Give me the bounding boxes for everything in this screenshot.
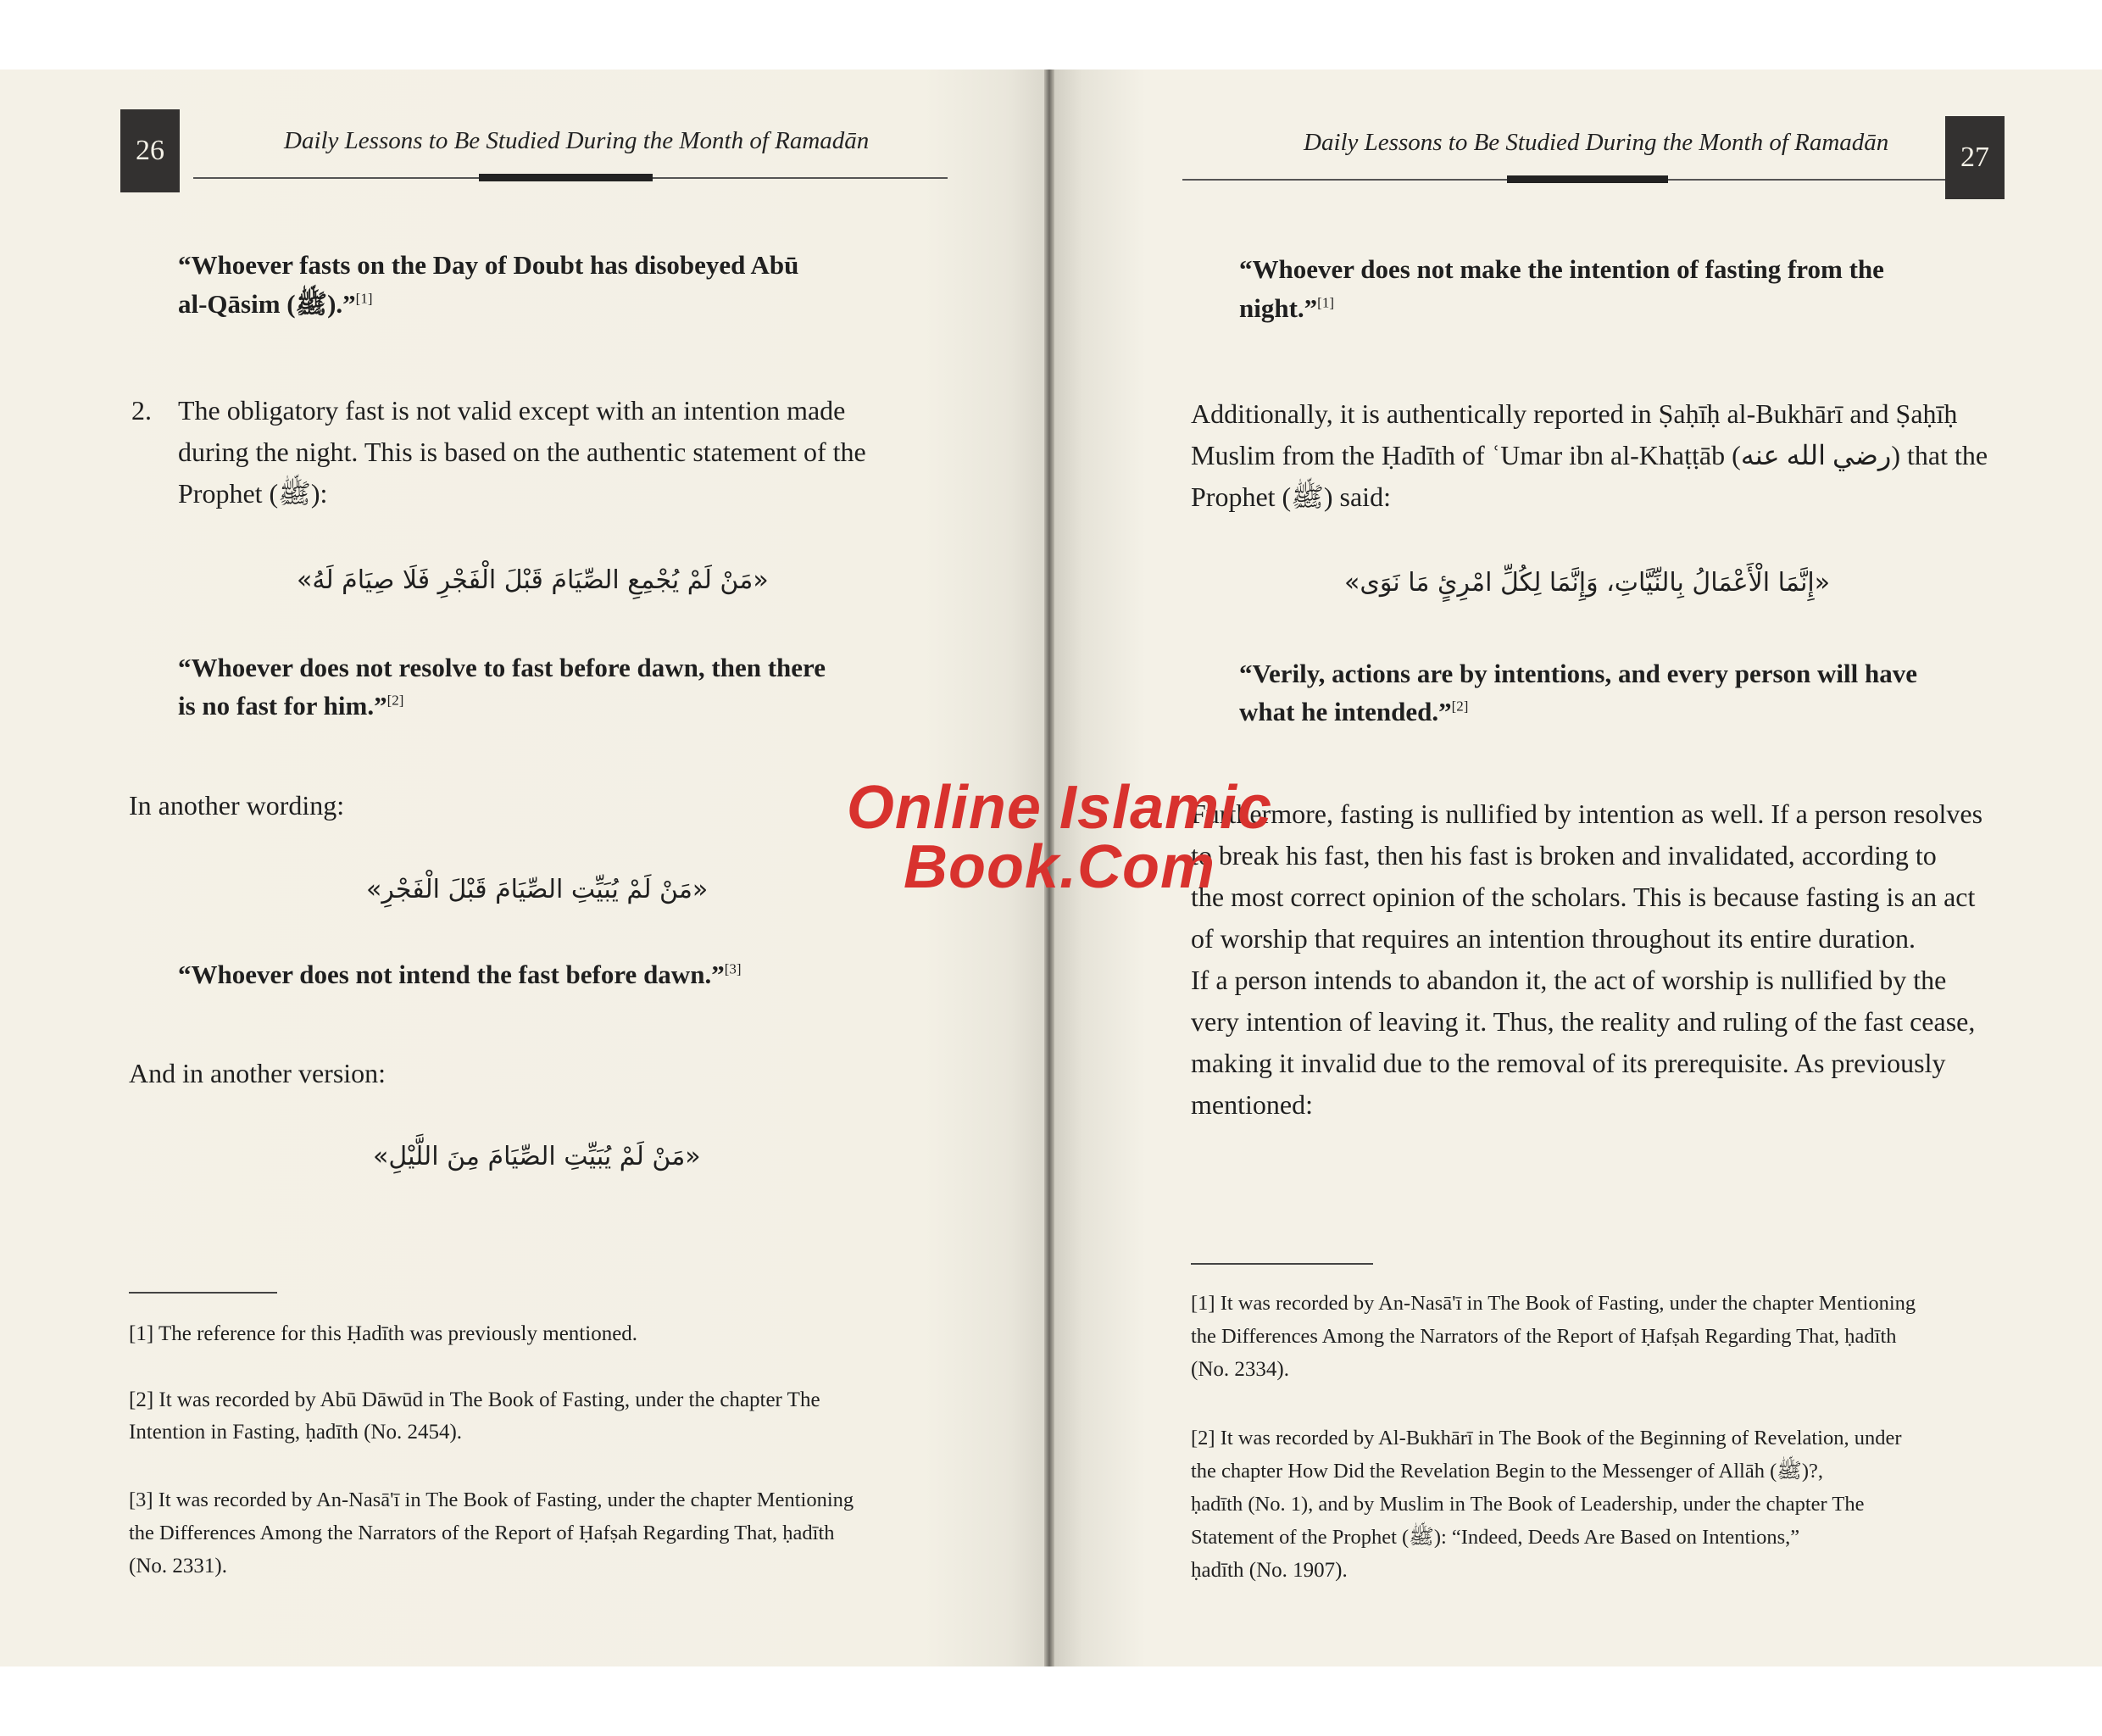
quote-line: al-Qāsim (ﷺ).”[1] bbox=[178, 289, 373, 319]
footnote-rule bbox=[1191, 1263, 1373, 1265]
body-line: mentioned: bbox=[1191, 1089, 1313, 1120]
footnote: [3] It was recorded by An-Nasā'ī in The Book of Fasting, under the chapter Mentioning bbox=[129, 1488, 854, 1511]
page-number: 26 bbox=[136, 135, 164, 166]
watermark bbox=[797, 774, 1322, 901]
body-line: The obligatory fast is not valid except with an intention made bbox=[178, 395, 846, 426]
header-rule-accent bbox=[1507, 175, 1668, 183]
body-line: to break his fast, then his fast is broken and invalidated, according to bbox=[1191, 840, 1937, 871]
body-line: If a person intends to abandon it, the act of worship is nullified by the bbox=[1191, 965, 1947, 995]
quote-line: “Whoever does not intend the fast before dawn.”[3] bbox=[178, 960, 742, 989]
list-number: 2. bbox=[131, 395, 152, 426]
footnote: (No. 2331). bbox=[129, 1555, 227, 1577]
quote-line: “Verily, actions are by intentions, and every person will have bbox=[1239, 659, 1917, 688]
footnote: Intention in Fasting, ḥadīth (No. 2454). bbox=[129, 1421, 463, 1444]
quote-line: “Whoever does not make the intention of fasting from the bbox=[1239, 254, 1884, 284]
footnote: the Differences Among the Narrators of the Report of Ḥafṣah Regarding That, ḥadīth bbox=[129, 1522, 835, 1544]
body-line: making it invalid due to the removal of its prerequisite. As previously bbox=[1191, 1048, 1946, 1078]
footnote: [1] The reference for this Ḥadīth was previously mentioned. bbox=[129, 1322, 638, 1345]
footnote: the Differences Among the Narrators of the Report of Ḥafṣah Regarding That, ḥadīth bbox=[1191, 1325, 1897, 1348]
running-head: Daily Lessons to Be Studied During the Month of Ramadān bbox=[1304, 129, 1889, 156]
quote-line: “Whoever does not resolve to fast before dawn, then there bbox=[178, 653, 826, 682]
body-line: Prophet (ﷺ): bbox=[178, 478, 328, 509]
footnote-ref: [1] bbox=[355, 290, 373, 307]
watermark-line: Online Islamic bbox=[846, 774, 1273, 842]
body-line: the most correct opinion of the scholars. This is because fasting is an act bbox=[1191, 882, 1976, 912]
footnote-rule bbox=[129, 1292, 277, 1294]
body-line: Muslim from the Ḥadīth of ʿUmar ibn al-Khaṭṭāb (رضي الله عنه) that the bbox=[1191, 440, 1988, 470]
body-line: Furthermore, fasting is nullified by intention as well. If a person resolves bbox=[1191, 798, 1983, 829]
arabic-hadith: «مَنْ لَمْ يُجْمِعِ الصِّيَامَ قَبْلَ الْفَجْرِ فَلَا صِيَامَ لَهُ» bbox=[297, 565, 769, 595]
watermark-line: Book.Com bbox=[904, 833, 1215, 901]
footnote: [2] It was recorded by Al-Bukhārī in The Book of the Beginning of Revelation, under bbox=[1191, 1427, 1902, 1449]
footnote-ref: [3] bbox=[724, 960, 742, 977]
footnote: ḥadīth (No. 1), and by Muslim in The Book of Leadership, under the chapter The bbox=[1191, 1493, 1865, 1516]
running-head: Daily Lessons to Be Studied During the Month of Ramadān bbox=[284, 127, 870, 154]
footnote: [2] It was recorded by Abū Dāwūd in The Book of Fasting, under the chapter The bbox=[129, 1388, 820, 1411]
body-line: And in another version: bbox=[129, 1058, 386, 1088]
page-number: 27 bbox=[1960, 142, 1989, 173]
body-line: Additionally, it is authentically reported in Ṣaḥīḥ al-Bukhārī and Ṣaḥīḥ bbox=[1191, 398, 1958, 429]
footnote: (No. 2334). bbox=[1191, 1358, 1289, 1381]
footnote-ref: [2] bbox=[1451, 698, 1469, 715]
footnote-ref: [1] bbox=[1317, 294, 1334, 311]
quote-line: what he intended.”[2] bbox=[1239, 697, 1469, 726]
arabic-hadith: «مَنْ لَمْ يُبَيِّتِ الصِّيَامَ مِنَ اللَّيْلِ» bbox=[373, 1142, 701, 1171]
body-line: Prophet (ﷺ) said: bbox=[1191, 481, 1391, 512]
body-line: during the night. This is based on the authentic statement of the bbox=[178, 437, 866, 467]
page-number-box bbox=[120, 109, 180, 192]
arabic-hadith: «مَنْ لَمْ يُبَيِّتِ الصِّيَامَ قَبْلَ الْفَجْرِ» bbox=[366, 875, 709, 904]
footnote: the chapter How Did the Revelation Begin to the Messenger of Allāh (ﷺ)?, bbox=[1191, 1460, 1824, 1483]
footnote: ḥadīth (No. 1907). bbox=[1191, 1559, 1348, 1582]
arabic-hadith: «إِنَّمَا الْأَعْمَالُ بِالنِّيَّاتِ، وَإِنَّمَا لِكُلِّ امْرِئٍ مَا نَوَى» bbox=[1344, 568, 1831, 598]
quote-line: is no fast for him.”[2] bbox=[178, 691, 404, 721]
page-number-box bbox=[1945, 116, 2005, 199]
quote-line: “Whoever fasts on the Day of Doubt has disobeyed Abū bbox=[178, 250, 799, 280]
body-line: of worship that requires an intention throughout its entire duration. bbox=[1191, 923, 1916, 954]
quote-line: night.”[1] bbox=[1239, 293, 1334, 323]
header-rule-accent bbox=[479, 174, 653, 181]
body-line: very intention of leaving it. Thus, the reality and ruling of the fast cease, bbox=[1191, 1006, 1976, 1037]
footnote: Statement of the Prophet (ﷺ): “Indeed, Deeds Are Based on Intentions,” bbox=[1191, 1526, 1800, 1549]
footnote-ref: [2] bbox=[386, 692, 404, 709]
body-line: In another wording: bbox=[129, 790, 345, 821]
footnote: [1] It was recorded by An-Nasā'ī in The Book of Fasting, under the chapter Mentioning bbox=[1191, 1292, 1916, 1315]
